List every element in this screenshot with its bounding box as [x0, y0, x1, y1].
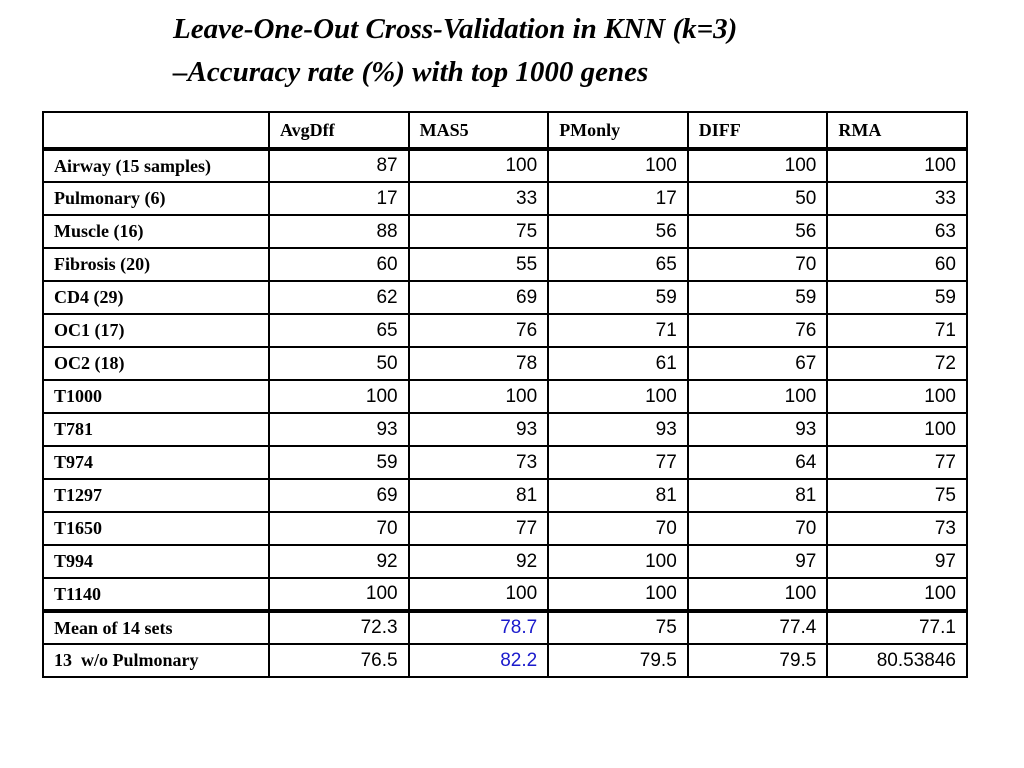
value-cell: 63: [827, 215, 967, 248]
value-cell: 71: [548, 314, 688, 347]
table-row: [43, 248, 967, 281]
value-cell: 69: [409, 281, 549, 314]
row-label: Muscle (16): [43, 215, 269, 248]
table-body: [43, 149, 967, 677]
value-cell: 100: [409, 380, 549, 413]
row-label: Pulmonary (6): [43, 182, 269, 215]
value-cell: 97: [688, 545, 828, 578]
column-header: PMonly: [548, 112, 688, 149]
value-cell: 56: [688, 215, 828, 248]
value-cell: 72.3: [269, 611, 409, 644]
table-row: [43, 479, 967, 512]
value-cell: 78: [409, 347, 549, 380]
row-label: Airway (15 samples): [43, 149, 269, 182]
value-cell: 77: [827, 446, 967, 479]
row-label: OC1 (17): [43, 314, 269, 347]
row-label: T1297: [43, 479, 269, 512]
value-cell: 59: [688, 281, 828, 314]
value-cell: 70: [688, 512, 828, 545]
value-cell: 70: [269, 512, 409, 545]
row-label: T1140: [43, 578, 269, 611]
value-cell: 50: [269, 347, 409, 380]
value-cell: 69: [269, 479, 409, 512]
table-row: [43, 215, 967, 248]
value-cell: 75: [548, 611, 688, 644]
value-cell: 78.7: [409, 611, 549, 644]
value-cell: 67: [688, 347, 828, 380]
value-cell: 70: [688, 248, 828, 281]
value-cell: 92: [409, 545, 549, 578]
value-cell: 73: [409, 446, 549, 479]
value-cell: 71: [827, 314, 967, 347]
value-cell: 33: [827, 182, 967, 215]
row-label: T781: [43, 413, 269, 446]
value-cell: 93: [409, 413, 549, 446]
value-cell: 100: [688, 149, 828, 182]
value-cell: 100: [688, 578, 828, 611]
value-cell: 93: [548, 413, 688, 446]
value-cell: 77.1: [827, 611, 967, 644]
value-cell: 72: [827, 347, 967, 380]
column-header: RMA: [827, 112, 967, 149]
value-cell: 59: [827, 281, 967, 314]
value-cell: 100: [548, 380, 688, 413]
row-label: 13 w/o Pulmonary: [43, 644, 269, 677]
value-cell: 82.2: [409, 644, 549, 677]
value-cell: 77.4: [688, 611, 828, 644]
value-cell: 56: [548, 215, 688, 248]
title-line-1: Leave-One-Out Cross-Validation in KNN (k=3): [173, 13, 738, 45]
slide-title: [173, 8, 737, 94]
table-row: [43, 314, 967, 347]
column-header: DIFF: [688, 112, 828, 149]
value-cell: 100: [827, 413, 967, 446]
value-cell: 87: [269, 149, 409, 182]
value-cell: 81: [688, 479, 828, 512]
row-label: CD4 (29): [43, 281, 269, 314]
table-row: [43, 545, 967, 578]
value-cell: 62: [269, 281, 409, 314]
row-label: T1000: [43, 380, 269, 413]
summary-row: [43, 611, 967, 644]
title-line-2: –Accuracy rate (%) with top 1000 genes: [173, 56, 649, 88]
value-cell: 77: [409, 512, 549, 545]
value-cell: 76: [409, 314, 549, 347]
value-cell: 55: [409, 248, 549, 281]
row-label: T994: [43, 545, 269, 578]
value-cell: 73: [827, 512, 967, 545]
table-row: [43, 281, 967, 314]
value-cell: 65: [269, 314, 409, 347]
column-header: MAS5: [409, 112, 549, 149]
value-cell: 100: [548, 545, 688, 578]
value-cell: 75: [409, 215, 549, 248]
value-cell: 100: [269, 380, 409, 413]
value-cell: 70: [548, 512, 688, 545]
value-cell: 100: [827, 578, 967, 611]
value-cell: 59: [548, 281, 688, 314]
value-cell: 64: [688, 446, 828, 479]
value-cell: 100: [688, 380, 828, 413]
table-row: [43, 446, 967, 479]
value-cell: 100: [409, 149, 549, 182]
value-cell: 80.53846: [827, 644, 967, 677]
value-cell: 93: [269, 413, 409, 446]
value-cell: 100: [827, 380, 967, 413]
header-row: [43, 112, 967, 149]
summary-row: [43, 644, 967, 677]
value-cell: 79.5: [548, 644, 688, 677]
value-cell: 100: [827, 149, 967, 182]
accuracy-table: [42, 111, 968, 678]
value-cell: 59: [269, 446, 409, 479]
table-row: [43, 578, 967, 611]
value-cell: 17: [269, 182, 409, 215]
value-cell: 75: [827, 479, 967, 512]
table-row: [43, 182, 967, 215]
value-cell: 100: [548, 149, 688, 182]
value-cell: 97: [827, 545, 967, 578]
row-label: T974: [43, 446, 269, 479]
column-header: AvgDff: [269, 112, 409, 149]
value-cell: 81: [409, 479, 549, 512]
table-row: [43, 149, 967, 182]
value-cell: 93: [688, 413, 828, 446]
table-row: [43, 347, 967, 380]
table-row: [43, 512, 967, 545]
value-cell: 60: [827, 248, 967, 281]
value-cell: 88: [269, 215, 409, 248]
value-cell: 50: [688, 182, 828, 215]
value-cell: 100: [409, 578, 549, 611]
row-label: T1650: [43, 512, 269, 545]
row-label: Mean of 14 sets: [43, 611, 269, 644]
table-row: [43, 413, 967, 446]
value-cell: 77: [548, 446, 688, 479]
value-cell: 17: [548, 182, 688, 215]
value-cell: 61: [548, 347, 688, 380]
row-label: Fibrosis (20): [43, 248, 269, 281]
value-cell: 65: [548, 248, 688, 281]
value-cell: 76: [688, 314, 828, 347]
value-cell: 100: [269, 578, 409, 611]
table-row: [43, 380, 967, 413]
value-cell: 81: [548, 479, 688, 512]
value-cell: 60: [269, 248, 409, 281]
value-cell: 100: [548, 578, 688, 611]
value-cell: 92: [269, 545, 409, 578]
header-corner-cell: [43, 112, 269, 149]
row-label: OC2 (18): [43, 347, 269, 380]
value-cell: 33: [409, 182, 549, 215]
value-cell: 79.5: [688, 644, 828, 677]
value-cell: 76.5: [269, 644, 409, 677]
